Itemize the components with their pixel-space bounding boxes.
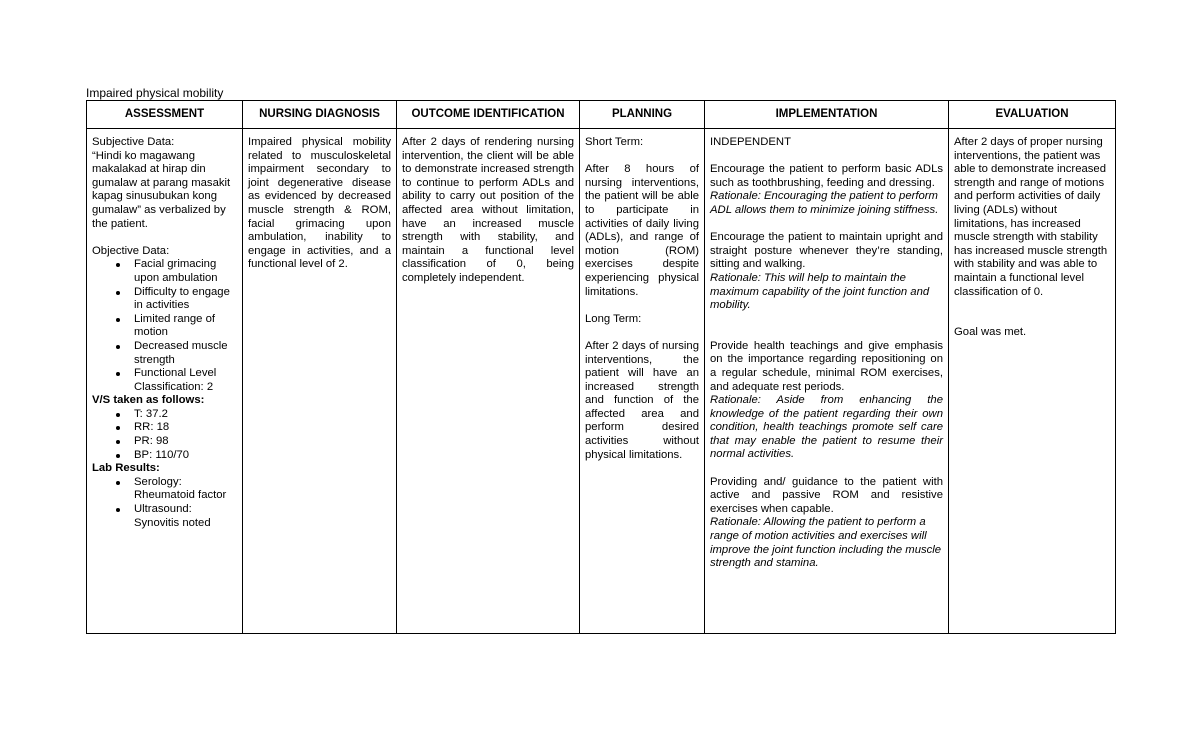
intervention-rationale: Rationale: Allowing the patient to perform a range of motion activities and exercises will improve the joint function including the muscle strength and stamina. <box>710 516 942 570</box>
intervention-rationale: Rationale: Encouraging the patient to perform ADL allows them to minimize joining stiffness. <box>710 190 939 216</box>
assessment-cell <box>87 129 243 634</box>
list-item: Functional Level Classification: 2 <box>134 367 237 394</box>
list-item: RR: 18 <box>134 421 237 435</box>
objective-label: Objective Data: <box>92 244 170 257</box>
header-implementation: IMPLEMENTATION <box>705 101 949 129</box>
list-item: PR: 98 <box>134 435 237 449</box>
long-term-label: Long Term: <box>585 312 642 325</box>
content-row <box>87 129 1116 634</box>
lab-results-list <box>92 476 237 530</box>
short-term-label: Short Term: <box>585 136 644 148</box>
care-plan-table <box>86 100 1116 634</box>
implementation-heading: INDEPENDENT <box>710 136 791 148</box>
goal-status: Goal was met. <box>954 326 1027 339</box>
header-nursing-diagnosis: NURSING DIAGNOSIS <box>243 101 397 129</box>
list-item: Serology: Rheumatoid factor <box>134 476 237 503</box>
list-item: Facial grimacing upon ambulation <box>134 258 237 285</box>
intervention-2 <box>710 231 943 313</box>
planning-cell <box>580 129 705 634</box>
evaluation-text: After 2 days of proper nursing interventions, the patient was able to demonstrate increased strength and range of motions and perform activities of daily living (ADLs) without limitations, has increased muscle strength with stability has increased muscle strength with stability and was able to maintain a functional level classification of 0. <box>954 136 1108 298</box>
implementation-cell <box>705 129 949 634</box>
header-row <box>87 101 1116 129</box>
list-item: Ultrasound: Synovitis noted <box>134 503 237 530</box>
intervention-action: Encourage the patient to maintain upright and straight posture whenever they’re standing, sitting and walking. <box>710 231 943 271</box>
intervention-4 <box>710 476 943 571</box>
intervention-rationale: Rationale: Aside from enhancing the knowledge of the patient regarding their own condition, health teachings promote self care that may enable the patient to resume their normal activities. <box>710 394 943 461</box>
intervention-1 <box>710 163 943 217</box>
list-item: Decreased muscle strength <box>134 340 237 367</box>
list-item: Limited range of motion <box>134 313 237 340</box>
lab-results-label: Lab Results: <box>92 462 160 475</box>
intervention-action: Encourage the patient to perform basic ADLs such as toothbrushing, feeding and dressing. <box>710 163 943 189</box>
short-term-text: After 8 hours of nursing interventions, the patient will be able to participate in activities of daily living (ADLs), and range of motion (ROM) exercises despite experiencing physical limitations. <box>585 163 699 298</box>
intervention-rationale: Rationale: This will help to maintain the maximum capability of the joint function and mobility. <box>710 271 930 312</box>
subjective-text: “Hindi ko magawang makalakad at hirap din gumalaw at parang masakit kapag sinusubukan kong gumalaw” as verbalized by the patient. <box>92 149 231 230</box>
page-title: Impaired physical mobility <box>86 86 224 100</box>
list-item: BP: 110/70 <box>134 449 237 463</box>
header-assessment: ASSESSMENT <box>87 101 243 129</box>
list-item: T: 37.2 <box>134 408 237 422</box>
outcome-identification-cell <box>397 129 580 634</box>
header-planning: PLANNING <box>580 101 705 129</box>
subjective-label: Subjective Data: <box>92 136 175 148</box>
header-outcome-identification: OUTCOME IDENTIFICATION <box>397 101 580 129</box>
list-item: Difficulty to engage in activities <box>134 286 237 313</box>
nursing-diagnosis-cell <box>243 129 397 634</box>
nursing-diagnosis-text: Impaired physical mobility related to musculoskeletal impairment secondary to joint degenerative disease as evidenced by decreased muscle strength & ROM, facial grimacing upon ambulation, inability to engage in activities, and a functional level of 2. <box>248 136 391 271</box>
vital-signs-label: V/S taken as follows: <box>92 394 205 407</box>
intervention-action: Provide health teachings and give emphasis on the importance regarding repositioning on a regular schedule, minimal ROM exercises, and adequate rest periods. <box>710 339 943 393</box>
intervention-action: Providing and/ guidance to the patient with active and passive ROM and resistive exercises when capable. <box>710 475 943 515</box>
vital-signs-list <box>92 408 237 462</box>
intervention-3 <box>710 340 943 462</box>
long-term-text: After 2 days of nursing interventions, the patient will have an increased strength and function of the affected area and perform desired activities without physical limitations. <box>585 339 699 461</box>
header-evaluation: EVALUATION <box>949 101 1116 129</box>
objective-list <box>92 258 237 394</box>
outcome-text: After 2 days of rendering nursing intervention, the client will be able to demonstrate increased strength to continue to perform ADLs and ability to carry out position of the affected area without limitation, have an increased muscle strength with stability, and maintain a functional level classification of 0, being completely independent. <box>402 136 574 284</box>
evaluation-cell <box>949 129 1116 634</box>
